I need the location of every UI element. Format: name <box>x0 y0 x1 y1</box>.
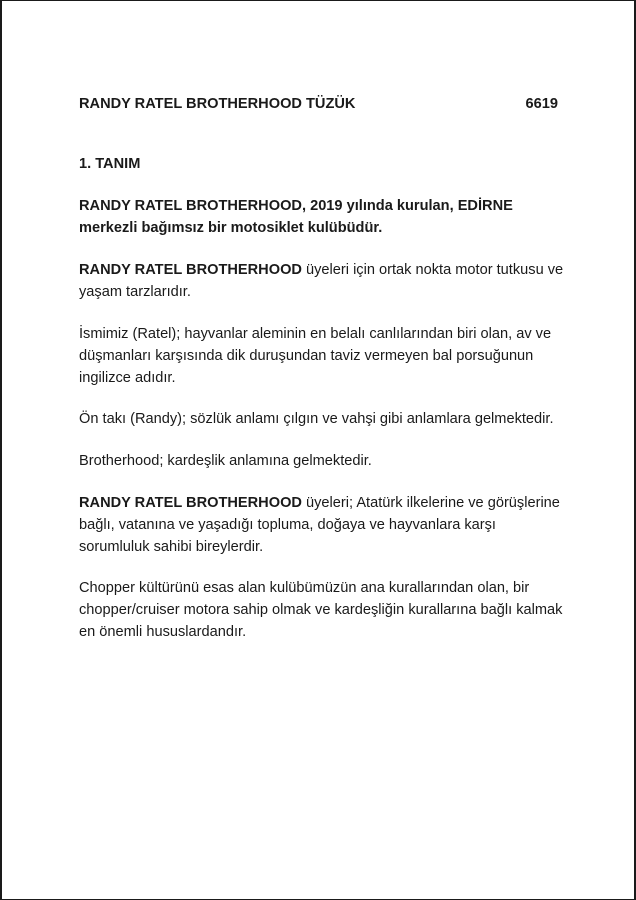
paragraph-members <box>79 492 569 558</box>
paragraph-text: Brotherhood; kardeşlik anlamına gelmektedir. <box>79 453 372 469</box>
paragraph-club-definition <box>79 195 569 239</box>
document-header <box>79 93 558 115</box>
document-number: 6619 <box>525 96 558 112</box>
paragraph-name-ratel <box>79 323 569 389</box>
paragraph-text: üyeleri için ortak nokta motor tutkusu ve yaşam tarzlarıdır. <box>79 262 564 300</box>
paragraph-bold-text: RANDY RATEL BROTHERHOOD <box>79 262 302 278</box>
paragraph-text: İsmimiz (Ratel); hayvanlar aleminin en belalı canlılarından biri olan, av ve düşmanları karşısında dik duruşundan taviz vermeyen bal porsuğunun ingilizce adıdır. <box>79 326 552 386</box>
paragraph-chopper-culture <box>79 577 569 643</box>
paragraph-text: Chopper kültürünü esas alan kulübümüzün ana kurallarından olan, bir chopper/cruiser motora sahip olmak ve kardeşliğin kurallarına bağlı kalmak en önemli hususlardandır. <box>79 580 563 640</box>
paragraph-text: üyeleri; Atatürk ilkelerine ve görüşlerine bağlı, vatanına ve yaşadığı topluma, doğaya ve hayvanlara karşı sorumluluk sahibi bireylerdir. <box>79 495 560 555</box>
paragraph-common-point <box>79 259 569 303</box>
paragraph-text: Ön takı (Randy); sözlük anlamı çılgın ve vahşi gibi anlamlara gelmektedir. <box>79 411 554 427</box>
paragraph-bold-text: RANDY RATEL BROTHERHOOD, 2019 yılında kurulan, EDİRNE merkezli bağımsız bir motosiklet kulübüdür. <box>79 198 513 236</box>
paragraph-prefix-randy <box>79 408 569 430</box>
paragraph-brotherhood <box>79 450 569 472</box>
section-title: 1. TANIM <box>79 156 141 172</box>
document-title: RANDY RATEL BROTHERHOOD TÜZÜK <box>79 96 356 112</box>
paragraph-bold-text: RANDY RATEL BROTHERHOOD <box>79 495 302 511</box>
